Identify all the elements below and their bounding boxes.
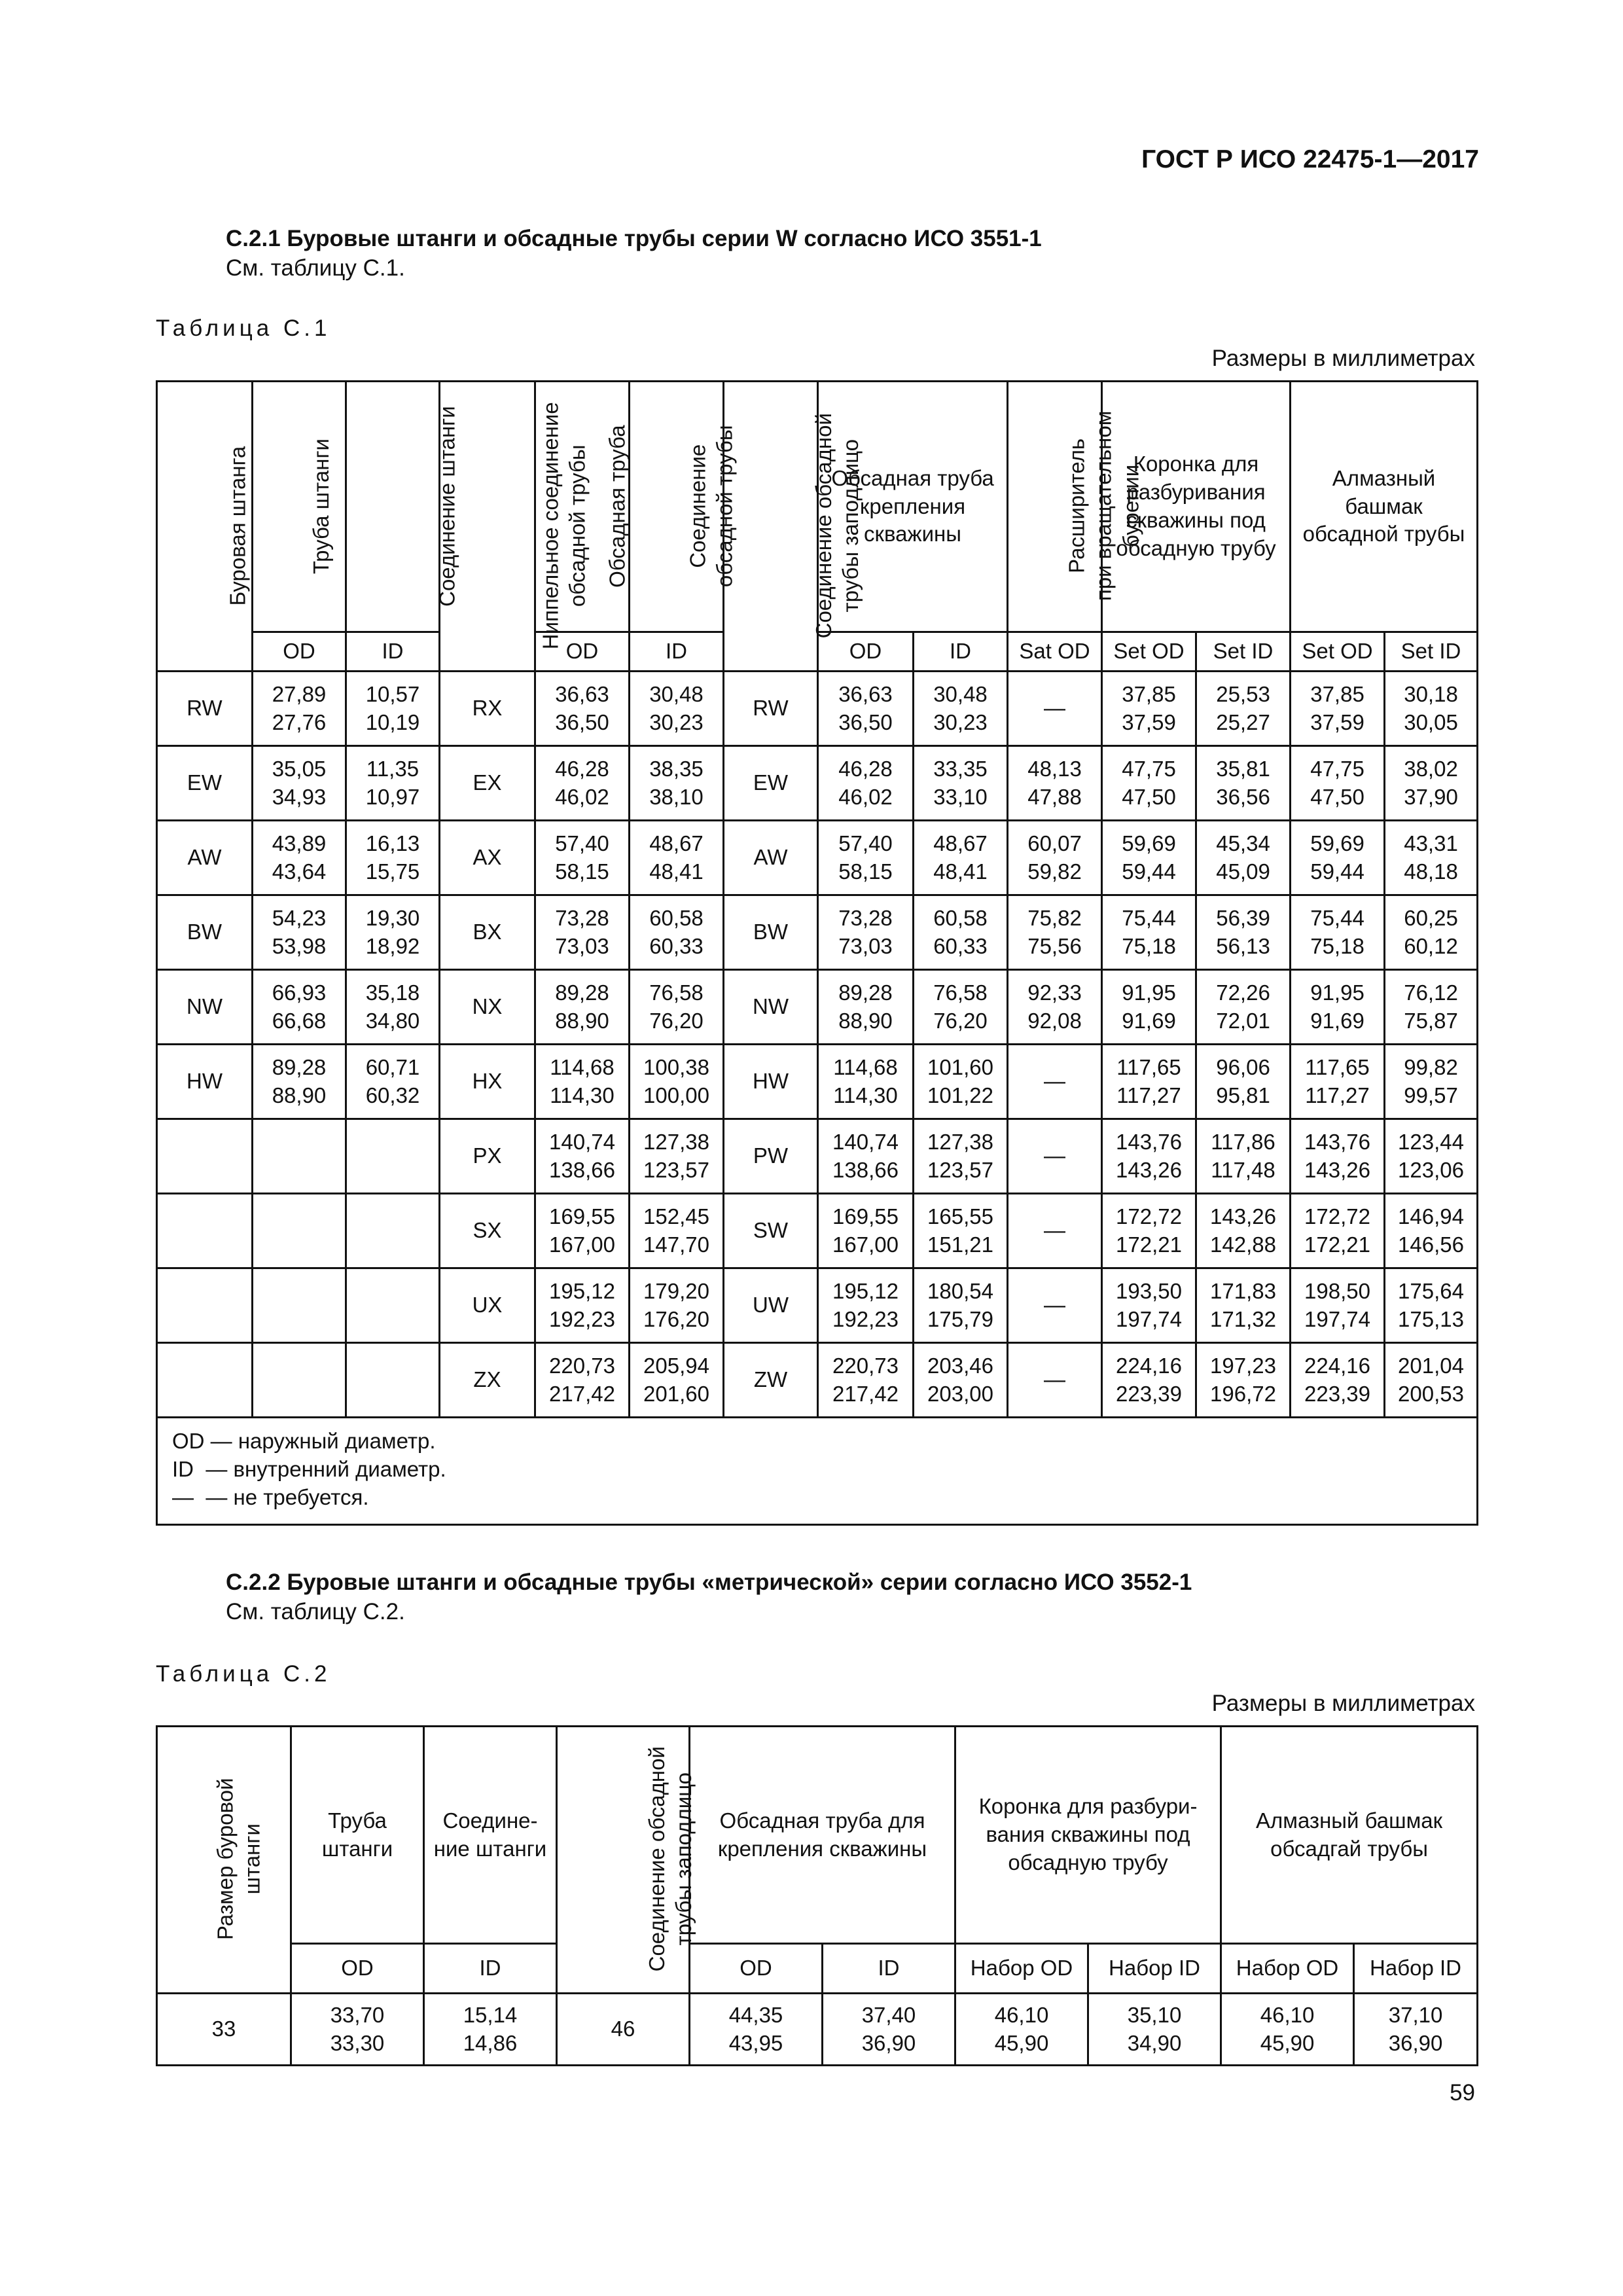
t1-head-rod-joint: Соединение штанги [346,382,440,632]
t1-cell-flush: UW [724,1268,818,1343]
t1-cell-casing: 220,73 217,42 [535,1343,630,1418]
t1-cell-hole-casing-od: 140,74 138,66 [818,1119,914,1194]
t1-cell-reamer: — [1008,672,1102,746]
t1-cell-bit-id: 56,39 56,13 [1196,895,1291,970]
t1-cell-hole-casing-od: 114,68 114,30 [818,1045,914,1119]
t1-cell-hole-casing-id: 76,58 76,20 [914,970,1008,1045]
t1-cell-rod-tube [253,1268,346,1343]
t1-sub-sat-od: Sat OD [1008,632,1102,672]
t1-cell-casing-joint: 38,35 38,10 [630,746,724,821]
t1-cell-bit-id: 35,81 36,56 [1196,746,1291,821]
table-row [157,1994,1478,2066]
t1-cell-shoe-id: 201,04 200,53 [1385,1343,1478,1418]
t1-sub-id: ID [914,632,1008,672]
section2-subtitle: См. таблицу С.2. [226,1599,405,1624]
t1-cell-shoe-od: 59,69 59,44 [1291,821,1385,895]
t2-cell-shoe-od: 46,10 45,90 [1221,1994,1354,2066]
t1-head-rod: Буровая штанга [157,382,253,672]
t1-head-casing-bit: Коронка для разбуривания скважины под обсадную трубу [1102,382,1291,632]
t1-cell-rod: HW [157,1045,253,1119]
t1-cell-shoe-od: 117,65 117,27 [1291,1045,1385,1119]
t2-cell-shoe-id: 37,10 36,90 [1354,1994,1478,2066]
t1-cell-rod [157,1119,253,1194]
t1-cell-rod [157,1343,253,1418]
t1-cell-casing-joint: 76,58 76,20 [630,970,724,1045]
t1-cell-bit-od: 172,72 172,21 [1102,1194,1196,1268]
table-row [157,1119,1478,1194]
t1-cell-shoe-id: 60,25 60,12 [1385,895,1478,970]
t1-head-casing: Обсадная труба [535,382,630,632]
table2-caption: Таблица С.2 [156,1661,331,1687]
t1-cell-casing: 195,12 192,23 [535,1268,630,1343]
t1-cell-hole-casing-od: 36,63 36,50 [818,672,914,746]
section1-title: С.2.1 Буровые штанги и обсадные трубы серии W согласно ИСО 3551-1 [226,226,1042,251]
t2-head-rod-tube: Труба штанги [291,1727,424,1944]
t1-cell-reamer: 60,07 59,82 [1008,821,1102,895]
t1-cell-rod-joint: 35,18 34,80 [346,970,440,1045]
t1-cell-rod: EW [157,746,253,821]
t2-cell-joint: 15,14 14,86 [424,1994,557,2066]
table2-units: Размеры в миллиметрах [1211,1691,1475,1716]
t2-sub-id: ID [424,1944,557,1994]
section1-subtitle: См. таблицу С.1. [226,255,405,281]
t1-cell-rod: NW [157,970,253,1045]
t1-cell-hole-casing-id: 30,48 30,23 [914,672,1008,746]
t1-cell-hole-casing-od: 73,28 73,03 [818,895,914,970]
t1-head-reamer: Расширитель при вращательном бурении [1008,382,1102,632]
t1-cell-rod-tube [253,1194,346,1268]
t1-cell-reamer: — [1008,1268,1102,1343]
t1-cell-bit-od: 117,65 117,27 [1102,1045,1196,1119]
t1-cell-rod [157,1194,253,1268]
t1-cell-hole-casing-od: 220,73 217,42 [818,1343,914,1418]
t2-cell-tube: 33,70 33,30 [291,1994,424,2066]
t1-cell-rod [157,1268,253,1343]
t1-cell-nipple: PX [440,1119,535,1194]
table1-caption: Таблица С.1 [156,315,331,341]
t2-head-diamond-shoe: Алмазный башмак обсадгай трубы [1221,1727,1478,1944]
t1-cell-flush: AW [724,821,818,895]
t1-cell-flush: RW [724,672,818,746]
table-row [157,1045,1478,1119]
t1-cell-hole-casing-od: 169,55 167,00 [818,1194,914,1268]
t2-head-rod-joint: Соедине- ние штанги [424,1727,557,1944]
t1-cell-flush: BW [724,895,818,970]
t1-cell-rod-joint [346,1268,440,1343]
table1-units: Размеры в миллиметрах [1211,346,1475,371]
t1-cell-casing: 169,55 167,00 [535,1194,630,1268]
t1-sub-set-id: Set ID [1196,632,1291,672]
t1-head-diamond-shoe: Алмазный башмак обсадной трубы [1291,382,1478,632]
t1-cell-rod-joint [346,1343,440,1418]
t1-cell-bit-id: 171,83 171,32 [1196,1268,1291,1343]
t1-cell-rod-joint [346,1119,440,1194]
t2-sub-set-id: Набор ID [1354,1944,1478,1994]
t1-cell-shoe-id: 76,12 75,87 [1385,970,1478,1045]
t1-cell-hole-casing-od: 57,40 58,15 [818,821,914,895]
t1-cell-reamer: 75,82 75,56 [1008,895,1102,970]
t1-cell-rod: RW [157,672,253,746]
t2-head-hole-casing: Обсадная труба для крепления скважины [690,1727,955,1944]
table2-subheader-row [157,1944,1478,1994]
t1-cell-casing-joint: 60,58 60,33 [630,895,724,970]
section2-title: С.2.2 Буровые штанги и обсадные трубы «метрической» серии согласно ИСО 3552-1 [226,1570,1192,1595]
document-header: ГОСТ Р ИСО 22475-1—2017 [1141,145,1479,173]
t1-cell-hole-casing-id: 180,54 175,79 [914,1268,1008,1343]
t1-cell-shoe-od: 47,75 47,50 [1291,746,1385,821]
t1-cell-rod-tube: 27,89 27,76 [253,672,346,746]
t1-cell-shoe-od: 198,50 197,74 [1291,1268,1385,1343]
t1-cell-reamer: 92,33 92,08 [1008,970,1102,1045]
t2-cell-bit-id: 35,10 34,90 [1088,1994,1221,2066]
t1-head-casing-joint: Соединение обсадной трубы [630,382,724,632]
t1-cell-nipple: ZX [440,1343,535,1418]
t1-cell-nipple: BX [440,895,535,970]
t1-sub-set-id: Set ID [1385,632,1478,672]
t1-cell-bit-id: 25,53 25,27 [1196,672,1291,746]
t1-cell-rod-tube: 54,23 53,98 [253,895,346,970]
table2-header-row [157,1727,1478,1944]
t1-cell-bit-od: 143,76 143,26 [1102,1119,1196,1194]
table1-body [157,672,1478,1418]
t1-cell-reamer: — [1008,1119,1102,1194]
t1-cell-flush: PW [724,1119,818,1194]
t1-cell-bit-id: 96,06 95,81 [1196,1045,1291,1119]
t1-cell-reamer: 48,13 47,88 [1008,746,1102,821]
t2-cell-flush: 46 [557,1994,690,2066]
table-row [157,821,1478,895]
t1-cell-casing: 73,28 73,03 [535,895,630,970]
t1-sub-id: ID [346,632,440,672]
t1-cell-casing: 89,28 88,90 [535,970,630,1045]
t1-cell-rod-tube [253,1119,346,1194]
t1-cell-rod-joint [346,1194,440,1268]
t1-sub-id: ID [630,632,724,672]
table1-legend [157,1418,1478,1525]
t1-cell-bit-od: 224,16 223,39 [1102,1343,1196,1418]
t1-cell-flush: NW [724,970,818,1045]
t1-cell-casing-joint: 205,94 201,60 [630,1343,724,1418]
t1-cell-bit-od: 91,95 91,69 [1102,970,1196,1045]
t1-cell-rod-joint: 19,30 18,92 [346,895,440,970]
t1-cell-flush: HW [724,1045,818,1119]
t1-sub-od: OD [253,632,346,672]
t1-cell-rod: BW [157,895,253,970]
t2-head-casing-bit: Коронка для разбури- вания скважины под обсадную трубу [955,1727,1221,1944]
t2-sub-od: OD [690,1944,823,1994]
t1-cell-shoe-od: 224,16 223,39 [1291,1343,1385,1418]
table-row [157,895,1478,970]
t1-cell-casing-joint: 127,38 123,57 [630,1119,724,1194]
t1-cell-rod-joint: 10,57 10,19 [346,672,440,746]
t1-cell-shoe-od: 172,72 172,21 [1291,1194,1385,1268]
t1-cell-casing-joint: 30,48 30,23 [630,672,724,746]
t1-cell-bit-id: 72,26 72,01 [1196,970,1291,1045]
table-row [157,672,1478,746]
t1-cell-rod-tube: 89,28 88,90 [253,1045,346,1119]
t1-cell-hole-casing-id: 165,55 151,21 [914,1194,1008,1268]
t1-cell-nipple: UX [440,1268,535,1343]
page-number: 59 [1450,2080,1475,2106]
t2-sub-od: OD [291,1944,424,1994]
t2-cell-casing-id: 37,40 36,90 [823,1994,955,2066]
t1-cell-shoe-od: 91,95 91,69 [1291,970,1385,1045]
legend-od: OD — наружный диаметр. [172,1429,436,1453]
t1-cell-shoe-id: 30,18 30,05 [1385,672,1478,746]
t1-head-hole-casing: Обсадная труба крепления скважины [818,382,1008,632]
table-row [157,970,1478,1045]
t1-sub-set-od: Set OD [1102,632,1196,672]
t1-cell-casing-joint: 100,38 100,00 [630,1045,724,1119]
t1-cell-bit-od: 47,75 47,50 [1102,746,1196,821]
legend-dash: — — не требуется. [172,1484,369,1509]
t1-cell-hole-casing-id: 48,67 48,41 [914,821,1008,895]
table-row [157,746,1478,821]
t1-cell-rod-tube: 66,93 66,68 [253,970,346,1045]
t1-cell-shoe-id: 43,31 48,18 [1385,821,1478,895]
t1-cell-rod-joint: 11,35 10,97 [346,746,440,821]
t1-cell-bit-id: 197,23 196,72 [1196,1343,1291,1418]
t1-cell-bit-od: 75,44 75,18 [1102,895,1196,970]
t2-sub-id: ID [823,1944,955,1994]
t1-cell-casing: 140,74 138,66 [535,1119,630,1194]
table1-header-row [157,382,1478,632]
t1-cell-shoe-id: 99,82 99,57 [1385,1045,1478,1119]
t1-cell-bit-od: 193,50 197,74 [1102,1268,1196,1343]
t1-cell-reamer: — [1008,1343,1102,1418]
table1-legend-row [157,1418,1478,1525]
table-c1 [156,380,1478,1526]
t1-cell-bit-od: 37,85 37,59 [1102,672,1196,746]
t1-cell-hole-casing-id: 60,58 60,33 [914,895,1008,970]
t2-cell-size: 33 [157,1994,291,2066]
t1-cell-reamer: — [1008,1194,1102,1268]
t2-sub-set-od: Набор OD [1221,1944,1354,1994]
t2-sub-set-id: Набор ID [1088,1944,1221,1994]
table-row [157,1268,1478,1343]
t1-cell-reamer: — [1008,1045,1102,1119]
t2-sub-set-od: Набор OD [955,1944,1088,1994]
legend-id: ID — внутренний диаметр. [172,1456,446,1481]
t1-head-rod-tube: Труба штанги [253,382,346,632]
t1-cell-bit-od: 59,69 59,44 [1102,821,1196,895]
t1-cell-hole-casing-od: 46,28 46,02 [818,746,914,821]
t1-cell-rod: AW [157,821,253,895]
t1-sub-set-od: Set OD [1291,632,1385,672]
t1-cell-nipple: HX [440,1045,535,1119]
t1-cell-hole-casing-id: 101,60 101,22 [914,1045,1008,1119]
t1-cell-nipple: RX [440,672,535,746]
t1-cell-hole-casing-od: 195,12 192,23 [818,1268,914,1343]
t1-cell-bit-id: 143,26 142,88 [1196,1194,1291,1268]
t1-cell-hole-casing-id: 33,35 33,10 [914,746,1008,821]
t1-cell-shoe-id: 123,44 123,06 [1385,1119,1478,1194]
t2-cell-bit-od: 46,10 45,90 [955,1994,1088,2066]
t1-cell-shoe-od: 143,76 143,26 [1291,1119,1385,1194]
t1-cell-rod-tube [253,1343,346,1418]
t1-cell-hole-casing-id: 127,38 123,57 [914,1119,1008,1194]
t1-cell-shoe-id: 146,94 146,56 [1385,1194,1478,1268]
t2-cell-casing-od: 44,35 43,95 [690,1994,823,2066]
t1-head-flush-joint: Соединение обсадной трубы заподлицо [724,382,818,672]
t1-cell-casing-joint: 179,20 176,20 [630,1268,724,1343]
t1-cell-shoe-od: 37,85 37,59 [1291,672,1385,746]
t1-cell-hole-casing-id: 203,46 203,00 [914,1343,1008,1418]
t1-cell-shoe-id: 38,02 37,90 [1385,746,1478,821]
t1-cell-flush: SW [724,1194,818,1268]
t1-sub-od: OD [535,632,630,672]
table-row [157,1194,1478,1268]
t1-cell-casing-joint: 48,67 48,41 [630,821,724,895]
t1-cell-casing-joint: 152,45 147,70 [630,1194,724,1268]
t2-head-rod-size: Размер буровой штанги [157,1727,291,1994]
t1-cell-shoe-id: 175,64 175,13 [1385,1268,1478,1343]
t1-cell-casing: 36,63 36,50 [535,672,630,746]
t2-head-flush-joint: Соединение обсадной трубы заподлицо [557,1727,690,1994]
t1-cell-nipple: SX [440,1194,535,1268]
t1-cell-casing: 57,40 58,15 [535,821,630,895]
t1-sub-od: OD [818,632,914,672]
t1-cell-shoe-od: 75,44 75,18 [1291,895,1385,970]
t1-cell-flush: ZW [724,1343,818,1418]
t1-cell-nipple: AX [440,821,535,895]
t1-cell-rod-joint: 60,71 60,32 [346,1045,440,1119]
table-row [157,1343,1478,1418]
t1-head-nipple: Ниппельное соединение обсадной трубы [440,382,535,672]
t1-cell-hole-casing-od: 89,28 88,90 [818,970,914,1045]
t1-cell-nipple: NX [440,970,535,1045]
t1-cell-nipple: EX [440,746,535,821]
t1-cell-rod-joint: 16,13 15,75 [346,821,440,895]
t1-cell-casing: 114,68 114,30 [535,1045,630,1119]
t1-cell-rod-tube: 43,89 43,64 [253,821,346,895]
table-c2 [156,1725,1478,2066]
t1-cell-bit-id: 117,86 117,48 [1196,1119,1291,1194]
t1-cell-bit-id: 45,34 45,09 [1196,821,1291,895]
t1-cell-rod-tube: 35,05 34,93 [253,746,346,821]
t1-cell-flush: EW [724,746,818,821]
t1-cell-casing: 46,28 46,02 [535,746,630,821]
